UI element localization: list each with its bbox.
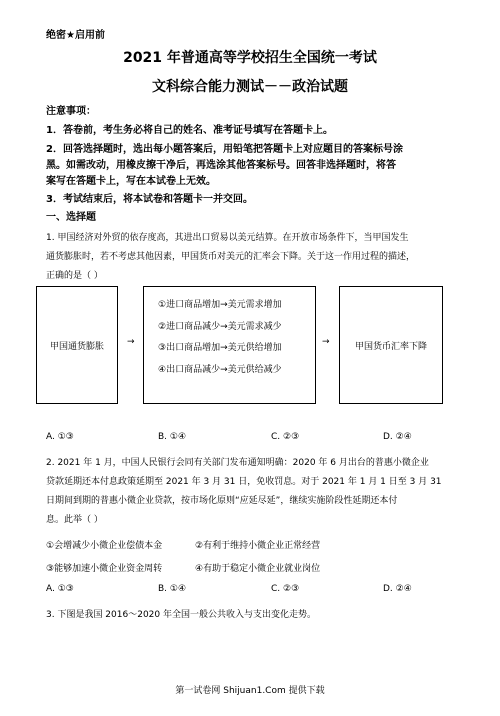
secret-label: 绝密★启用前 [46,30,105,41]
q1-option-b: B. ①④ [158,432,187,442]
notice-item-3: 3．考试结束后，将本试卷和答题卡一并交回。 [46,194,253,205]
q2-statement-4: ④有助于稳定小微企业就业岗位 [195,564,321,574]
flow-box-mechanisms [143,286,316,404]
q1-option-c: C. ②③ [271,432,300,442]
q1-line-3: 正确的是（ ） [46,271,103,281]
notice-heading: 注意事项： [46,106,96,117]
notice-item-2-line-2: 黑。如需改动，用橡皮擦干净后，再选涂其他答案标号。回答非选择题时，将答 [46,160,396,171]
mechanism-item-3: ③出口商品增加→美元供给增加 [158,343,282,354]
mechanism-item-4: ④出口商品减少→美元供给减少 [158,364,282,375]
q2-option-a: A. ①③ [46,584,74,594]
section-heading-choice: 一、选择题 [46,212,96,223]
notice-item-2-line-3: 案写在答题卡上，写在本试卷上无效。 [46,176,216,187]
q1-option-d: D. ②④ [383,432,412,442]
q2-statement-1: ①会增减少小微企业偿债本金 [46,541,163,551]
q2-line-1: 2. 2021 年 1 月，中国人民银行会同有关部门发布通知明确：2020 年 6 月出台的普惠小微企业 [46,458,429,468]
mechanism-item-2: ②进口商品减少→美元需求减少 [158,321,282,332]
q2-option-b: B. ①④ [158,584,187,594]
q1-line-1: 1. 甲国经济对外贸的依存度高，其进出口贸易以美元结算。在开放市场条件下，当甲国发生 [46,233,409,243]
q3-line-1: 3. 下图是我国 2016～2020 年全国一般公共收入与支出变化走势。 [46,610,316,620]
flow-box-inflation-label: 甲国通货膨胀 [49,341,104,352]
q2-line-4: 息。此举（ ） [46,515,103,525]
q1-option-a: A. ①③ [46,432,74,442]
exam-title: 2021 年普通高等学校招生全国统一考试 [123,50,377,66]
flow-box-exchange-rate-label: 甲国货币汇率下降 [354,341,427,352]
q2-option-c: C. ②③ [271,584,300,594]
q2-option-d: D. ②④ [383,584,412,594]
exam-subtitle: 文科综合能力测试－－政治试题 [152,79,348,95]
q2-statement-2: ②有利于维持小微企业正常经营 [195,541,321,551]
q2-line-3: 日期间到期的普惠小微企业贷款，按市场化原则“应延尽延”，继续实施阶段性延期还本付 [46,496,398,506]
q2-statement-3: ③能够加速小微企业资金周转 [46,564,163,574]
q1-line-2: 通货膨胀时，若不考虑其他因素，甲国货币对美元的汇率会下降。关于这一作用过程的描述， [46,252,416,262]
flow-box-inflation [36,286,118,404]
page-footer: 第一试卷网 Shijuan1.Com 提供下载 [175,686,325,696]
flow-box-exchange-rate [339,286,443,404]
mechanism-item-1: ①进口商品增加→美元需求增加 [158,300,282,310]
flow-arrow-1: → [127,337,135,347]
q2-line-2: 贷款延期还本付息政策延期至 2021 年 3 月 31 日，免收罚息。对于 2021 年 1 月 1 日至 3 月 31 [46,477,442,487]
notice-item-2-line-1: 2．回答选择题时，选出每小题答案后，用铅笔把答题卡上对应题目的答案标号涂 [46,144,403,155]
notice-item-1: 1．答卷前，考生务必将自己的姓名、准考证号填写在答题卡上。 [46,125,333,136]
flow-arrow-2: → [322,337,330,347]
